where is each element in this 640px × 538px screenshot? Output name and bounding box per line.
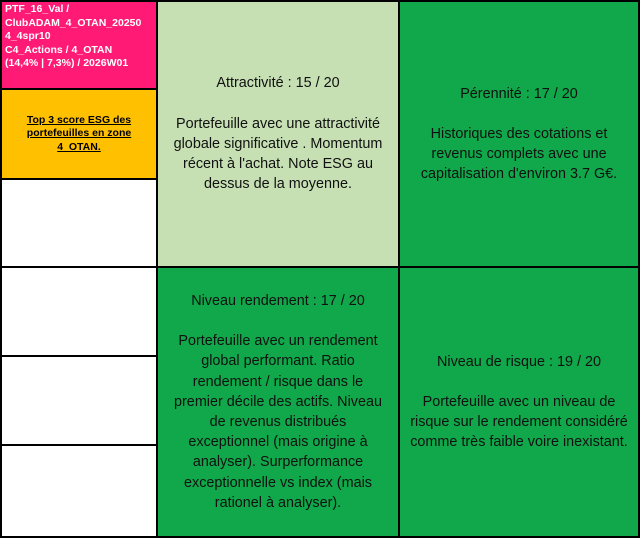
attractivite-description: Portefeuille avec une attractivité globale significative . Momentum récent à l'achat. Note ESG au dessus de la moyenne. — [173, 115, 383, 193]
portfolio-title-line: 4_4spr10 — [5, 30, 51, 43]
portfolio-title-line: (14,4% | 7,3%) / 2026W01 — [5, 57, 129, 70]
perennite-panel — [400, 2, 638, 266]
portfolio-title-line: C4_Actions / 4_OTAN — [5, 43, 113, 56]
attractivite-panel — [158, 2, 398, 266]
attractivite-title: Attractivité : 15 / 20 — [216, 75, 340, 92]
portfolio-title-line: PTF_16_Val / — [5, 3, 70, 15]
esg-badge-cell — [2, 90, 156, 178]
esg-badge-text: Top 3 score ESG des portefeuilles en zone 4_OTAN. — [26, 113, 132, 153]
rendement-panel — [158, 268, 398, 536]
empty-cell — [2, 268, 156, 355]
risque-title: Niveau de risque : 19 / 20 — [437, 353, 601, 370]
empty-cell — [2, 357, 156, 444]
portfolio-title-cell — [2, 2, 156, 88]
empty-cell — [2, 446, 156, 536]
perennite-description: Historiques des cotations et revenus complets avec une capitalisation d'environ 3.7 G€. — [420, 125, 618, 183]
rendement-title: Niveau rendement : 17 / 20 — [191, 292, 365, 309]
rendement-description: Portefeuille avec un rendement global performant. Ratio rendement / risque dans le premier décile des actifs. Niveau de revenus distribués exceptionnel (mais origine à analyser). Surperformance exceptionnelle vs index (mais rationel à analyser). — [174, 333, 382, 511]
empty-cell — [2, 180, 156, 266]
perennite-title: Pérennité : 17 / 20 — [460, 85, 578, 102]
risque-description: Portefeuille avec un niveau de risque sur le rendement considéré comme très faible voire inexistant. — [410, 393, 628, 451]
portfolio-title-line: ClubADAM_4_OTAN_20250 — [5, 16, 142, 29]
risque-panel — [400, 268, 638, 536]
